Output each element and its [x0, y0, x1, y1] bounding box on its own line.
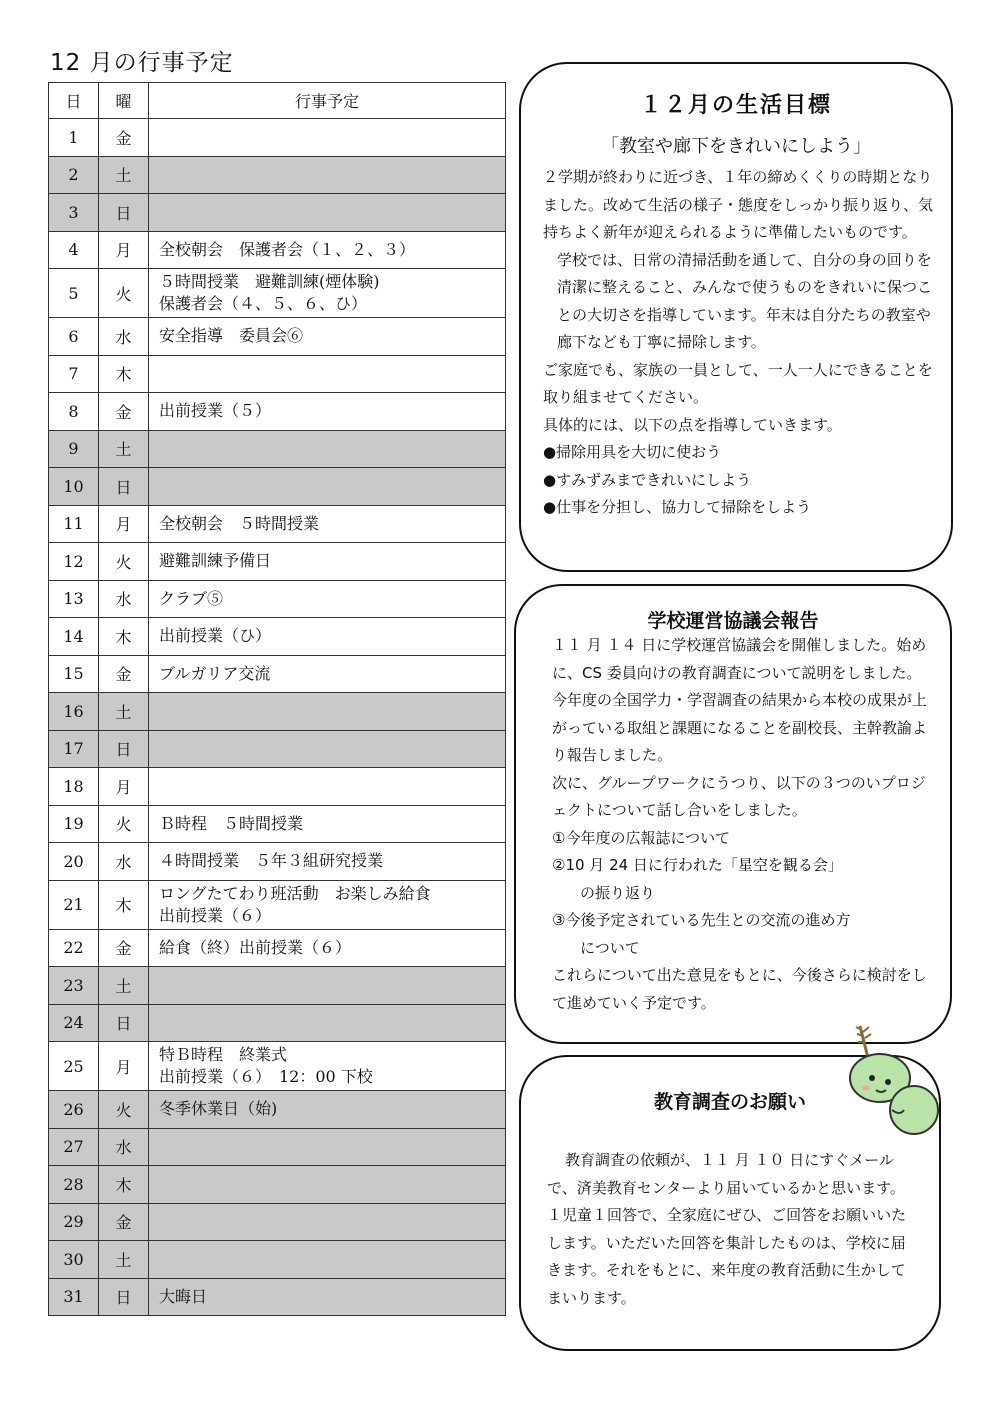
goal-paragraph: 具体的には、以下の点を指導していきます。 — [543, 415, 842, 434]
weekday-cell: 木 — [99, 1166, 149, 1204]
table-row — [49, 543, 506, 581]
table-row — [49, 655, 506, 693]
life-goal-body — [543, 164, 935, 522]
table-row — [49, 468, 506, 506]
day-cell: 27 — [49, 1128, 99, 1166]
event-line: 保護者会（４、５、６、ひ） — [159, 294, 368, 313]
goal-bullet: ●すみずみまできれいにしよう — [543, 470, 752, 489]
weekday-cell: 日 — [99, 1278, 149, 1316]
table-row — [49, 1042, 506, 1091]
table-row — [49, 693, 506, 731]
event-line: ５時間授業 避難訓練(煙体験) — [159, 272, 380, 291]
report-paragraph: １１ 月 １４ 日に学校運営協議会を開催しました。始めに、CS 委員向けの教育調査について説明をしました。今年度の全国学力・学習調査の結果から本校の成果が上がっている取組と課題になることを副校長、主幹教諭より報告しました。 — [552, 636, 928, 764]
table-row — [49, 929, 506, 967]
life-goal-slogan: 「教室や廊下をきれいにしよう」 — [601, 136, 871, 157]
event-line: 安全指導 委員会⑥ — [159, 326, 304, 346]
event-cell — [149, 156, 506, 194]
table-row — [49, 269, 506, 318]
report-list-item-cont: の振り返り — [580, 883, 656, 902]
day-cell: 20 — [49, 843, 99, 881]
goal-paragraph: 学校では、日常の清掃活動を通して、自分の身の回りを清潔に整えること、みんなで使うものをきれいに保つことの大切さを指導しています。年末は自分たちの教室や廊下なども丁寧に掃除します。 — [557, 250, 933, 351]
table-row — [49, 1166, 506, 1204]
weekday-cell: 金 — [99, 119, 149, 157]
event-cell — [149, 393, 506, 431]
weekday-cell: 月 — [99, 231, 149, 269]
weekday-cell: 土 — [99, 1241, 149, 1279]
event-cell — [149, 693, 506, 731]
day-cell: 12 — [49, 543, 99, 581]
goal-bullet: ●掃除用具を大切に使おう — [543, 443, 722, 461]
event-cell — [149, 505, 506, 543]
table-row — [49, 355, 506, 393]
weekday-cell: 日 — [99, 730, 149, 768]
weekday-cell: 火 — [99, 269, 149, 318]
report-list-item: ③今後予定されている先生との交流の進め方 — [552, 911, 851, 929]
event-cell — [149, 318, 506, 356]
day-cell: 9 — [49, 430, 99, 468]
day-cell: 16 — [49, 693, 99, 731]
event-cell — [149, 1278, 506, 1316]
report-paragraph: 次に、グループワークにうつり、以下の３つのいプロジェクトについて話し合いをしました。 — [552, 773, 926, 819]
weekday-cell: 金 — [99, 929, 149, 967]
table-row — [49, 119, 506, 157]
day-cell: 6 — [49, 318, 99, 356]
day-cell: 4 — [49, 231, 99, 269]
table-row — [49, 231, 506, 269]
table-row — [49, 843, 506, 881]
event-cell — [149, 967, 506, 1005]
table-row — [49, 1004, 506, 1042]
weekday-cell: 水 — [99, 318, 149, 356]
weekday-cell: 火 — [99, 805, 149, 843]
table-row — [49, 967, 506, 1005]
event-cell — [149, 468, 506, 506]
event-cell — [149, 231, 506, 269]
table-row — [49, 1128, 506, 1166]
event-line: ロングたてわり班活動 お楽しみ給食 — [159, 883, 431, 903]
event-line: ４時間授業 ５年３組研究授業 — [159, 851, 384, 871]
day-cell: 8 — [49, 393, 99, 431]
event-cell — [149, 843, 506, 881]
survey-request-title: 教育調査のお願い — [653, 1091, 806, 1113]
event-cell — [149, 1128, 506, 1166]
report-list-item-cont: について — [580, 938, 640, 957]
day-cell: 26 — [49, 1091, 99, 1129]
weekday-cell: 月 — [99, 768, 149, 806]
event-cell — [149, 929, 506, 967]
event-line: 出前授業（６） 12：00 下校 — [159, 1067, 373, 1086]
table-row — [49, 1278, 506, 1316]
weekday-cell: 日 — [99, 194, 149, 232]
weekday-cell: 水 — [99, 580, 149, 618]
day-cell: 5 — [49, 269, 99, 318]
table-row — [49, 505, 506, 543]
event-line: 出前授業（５） — [159, 401, 272, 421]
weekday-cell: 日 — [99, 1004, 149, 1042]
life-goal-title: １２月の生活目標 — [639, 93, 832, 118]
council-report-title: 学校運営協議会報告 — [647, 610, 819, 632]
weekday-cell: 水 — [99, 1128, 149, 1166]
event-cell — [149, 269, 506, 318]
weekday-cell: 月 — [99, 1042, 149, 1091]
event-cell — [149, 355, 506, 393]
schedule-table — [48, 82, 506, 1316]
table-row — [49, 1241, 506, 1279]
day-cell: 21 — [49, 880, 99, 929]
table-header — [49, 83, 506, 119]
table-row — [49, 618, 506, 656]
event-line: 給食（終）出前授業（６） — [159, 937, 352, 957]
table-row — [49, 768, 506, 806]
council-report-box — [514, 584, 952, 1044]
day-cell: 29 — [49, 1203, 99, 1241]
day-cell: 14 — [49, 618, 99, 656]
table-row — [49, 1091, 506, 1129]
weekday-cell: 土 — [99, 430, 149, 468]
weekday-cell: 金 — [99, 655, 149, 693]
event-line: クラブ⑤ — [159, 588, 224, 608]
event-line: 特Ｂ時程 終業式 — [159, 1045, 288, 1064]
weekday-cell: 木 — [99, 618, 149, 656]
day-cell: 19 — [49, 805, 99, 843]
table-row — [49, 430, 506, 468]
event-line: 出前授業（６） — [159, 905, 272, 925]
weekday-cell: 木 — [99, 355, 149, 393]
weekday-cell: 金 — [99, 1203, 149, 1241]
event-line: 冬季休業日（始) — [159, 1099, 278, 1119]
day-cell: 23 — [49, 967, 99, 1005]
event-cell — [149, 730, 506, 768]
table-row — [49, 730, 506, 768]
day-cell: 3 — [49, 194, 99, 232]
life-goal-box — [519, 62, 953, 572]
day-cell: 22 — [49, 929, 99, 967]
day-cell: 2 — [49, 156, 99, 194]
day-cell: 30 — [49, 1241, 99, 1279]
event-cell — [149, 655, 506, 693]
day-cell: 7 — [49, 355, 99, 393]
event-line: 全校朝会 ５時間授業 — [159, 513, 320, 533]
event-cell — [149, 1091, 506, 1129]
report-list-item: ①今年度の広報誌について — [552, 828, 731, 847]
day-cell: 28 — [49, 1166, 99, 1204]
page-title: 12 月の行事予定 — [50, 50, 234, 76]
day-cell: 15 — [49, 655, 99, 693]
weekday-cell: 土 — [99, 967, 149, 1005]
event-line: 大晦日 — [159, 1286, 208, 1306]
goal-bullet: ●仕事を分担し、協力して掃除をしよう — [543, 498, 812, 516]
event-cell — [149, 768, 506, 806]
table-row — [49, 580, 506, 618]
event-cell — [149, 618, 506, 656]
weekday-cell: 土 — [99, 156, 149, 194]
table-row — [49, 393, 506, 431]
event-cell — [149, 880, 506, 929]
day-cell: 10 — [49, 468, 99, 506]
event-line: ブルガリア交流 — [159, 663, 271, 683]
survey-paragraph: 教育調査の依頼が、１１ 月 １０ 日にすぐメールで、済美教育センターより届いているかと思います。１児童１回答で、全家庭にぜひ、ご回答をお願いいたします。いただいた回答を集計したものは、学校に届きます。それをもとに、来年度の教育活動に生かしてまいります。 — [547, 1151, 907, 1307]
event-cell — [149, 1241, 506, 1279]
event-cell — [149, 1203, 506, 1241]
event-cell — [149, 580, 506, 618]
report-paragraph: これらについて出た意見をもとに、今後さらに検討をして進めていく予定です。 — [552, 966, 927, 1012]
weekday-cell: 月 — [99, 505, 149, 543]
weekday-cell: 火 — [99, 543, 149, 581]
event-cell — [149, 194, 506, 232]
weekday-cell: 水 — [99, 843, 149, 881]
table-row — [49, 156, 506, 194]
event-cell — [149, 1166, 506, 1204]
table-row — [49, 194, 506, 232]
table-row — [49, 805, 506, 843]
day-cell: 1 — [49, 119, 99, 157]
event-cell — [149, 805, 506, 843]
event-line: Ｂ時程 ５時間授業 — [159, 813, 304, 833]
weekday-cell: 日 — [99, 468, 149, 506]
weekday-cell: 木 — [99, 880, 149, 929]
day-cell: 24 — [49, 1004, 99, 1042]
table-row — [49, 880, 506, 929]
event-cell — [149, 430, 506, 468]
day-cell: 31 — [49, 1278, 99, 1316]
weekday-cell: 金 — [99, 393, 149, 431]
event-cell — [149, 1004, 506, 1042]
day-cell: 18 — [49, 768, 99, 806]
day-cell: 25 — [49, 1042, 99, 1091]
goal-paragraph: ご家庭でも、家族の一員として、一人一人にできることを取り組ませてください。 — [543, 360, 933, 406]
event-cell — [149, 543, 506, 581]
weekday-cell: 土 — [99, 693, 149, 731]
survey-request-body — [547, 1147, 915, 1312]
council-report-body — [538, 632, 932, 1017]
header-events: 行事予定 — [149, 83, 506, 119]
event-cell — [149, 119, 506, 157]
weekday-cell: 火 — [99, 1091, 149, 1129]
header-day: 日 — [49, 83, 99, 119]
event-line: 出前授業（ひ） — [159, 626, 272, 646]
event-line: 避難訓練予備日 — [159, 551, 272, 571]
goal-paragraph: ２学期が終わりに近づき、１年の締めくくりの時期となりました。改めて生活の様子・態度をしっかり振り返り、気持ちよく新年が迎えられるように準備したいものです。 — [543, 168, 934, 241]
table-row — [49, 1203, 506, 1241]
day-cell: 11 — [49, 505, 99, 543]
event-cell — [149, 1042, 506, 1091]
report-list-item: ②10 月 24 日に行われた「星空を観る会」 — [552, 856, 843, 874]
day-cell: 13 — [49, 580, 99, 618]
table-row — [49, 318, 506, 356]
mascot-illustration — [838, 1018, 948, 1138]
day-cell: 17 — [49, 730, 99, 768]
event-line: 全校朝会 保護者会（１、２、３） — [159, 239, 416, 259]
header-weekday: 曜 — [99, 83, 149, 119]
